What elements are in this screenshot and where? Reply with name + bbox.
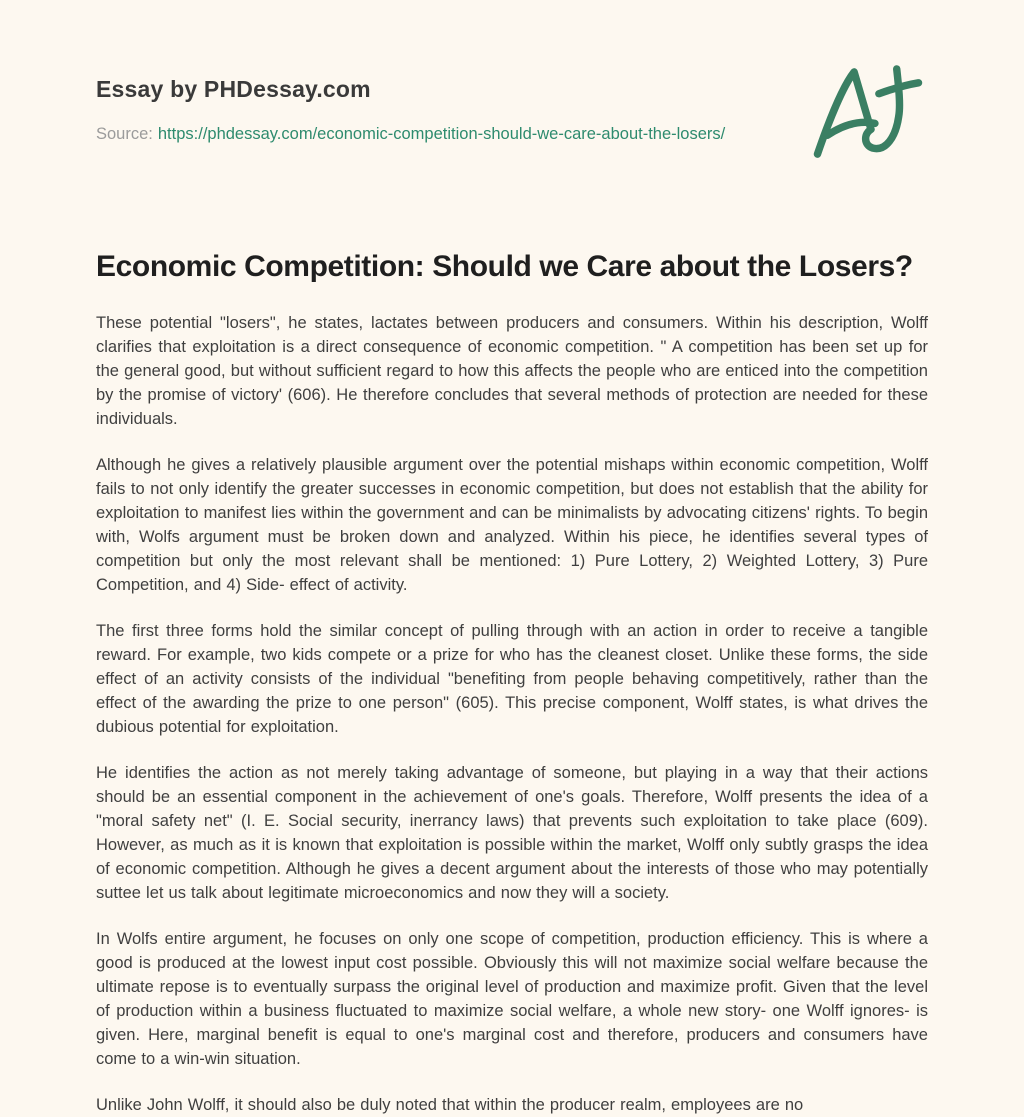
- page-header: [96, 62, 928, 166]
- essay-body: [96, 311, 928, 1117]
- source-line: [96, 125, 725, 144]
- essay-paragraph-5: In Wolfs entire argument, he focuses on only one scope of competition, production efficiency. This is where a good is produced at the lowest input cost possible. Obviously this will not maximize social welfare because the ultimate repose is to eventually surpass the original level of production and maximize profit. Given that the level of production within a business fluctuated to maximize social welfare, a whole new story- one Wolff ignores- is given. Here, marginal benefit is equal to one's marginal cost and therefore, producers and consumers have come to a win-win situation.: [96, 930, 928, 1068]
- essay-paragraph-4: He identifies the action as not merely taking advantage of someone, but playing in a way that their actions should be an essential component in the achievement of one's goals. Therefore, Wolff presents the idea of a "moral safety net" (I. E. Social security, inerrancy laws) that prevents such exploitation to take place (609). However, as much as it is known that exploitation is possible within the market, Wolff only subtly grasps the idea of economic competition. Although he gives a decent argument about the interests of those who may potentially suttee let us talk about legitimate microeconomics and now they will a society.: [96, 764, 928, 902]
- essay-paragraph-2: Although he gives a relatively plausible argument over the potential mishaps within economic competition, Wolff fails to not only identify the greater successes in economic competition, but does not establish that the ability for exploitation to manifest lies within the government and can be minimalists by advocating citizens' rights. To begin with, Wolfs argument must be broken down and analyzed. Within his piece, he identifies several types of competition but only the most relevant shall be mentioned: 1) Pure Lottery, 2) Weighted Lottery, 3) Pure Competition, and 4) Side- effect of activity.: [96, 456, 928, 594]
- essay-title: Economic Competition: Should we Care about the Losers?: [96, 250, 913, 283]
- header-text-block: [96, 62, 725, 144]
- essay-paragraph-3: The first three forms hold the similar concept of pulling through with an action in order to receive a tangible reward. For example, two kids compete or a prize for who has the cleanest closet. Unlike these forms, the side effect of an activity consists of the individual "benefiting from people behaving competitively, rather than the effect of the awarding the prize to one person" (605). This precise component, Wolff states, is what drives the dubious potential for exploitation.: [96, 622, 928, 736]
- source-label: Source:: [96, 125, 153, 143]
- source-url-link[interactable]: https://phdessay.com/economic-competition-should-we-care-about-the-losers/: [157, 125, 726, 143]
- phdessay-a-plus-logo-icon: [806, 62, 928, 166]
- byline: Essay by PHDessay.com: [96, 76, 371, 102]
- essay-paragraph-1: These potential "losers", he states, lactates between producers and consumers. Within his description, Wolff clarifies that exploitation is a direct consequence of economic competition. " A competition has been set up for the general good, but without sufficient regard to how this affects the people who are enticed into the competition by the promise of victory' (606). He therefore concludes that several methods of protection are needed for these individuals.: [96, 314, 928, 428]
- essay-paragraph-6: Unlike John Wolff, it should also be duly noted that within the producer realm, employees are no: [96, 1096, 804, 1114]
